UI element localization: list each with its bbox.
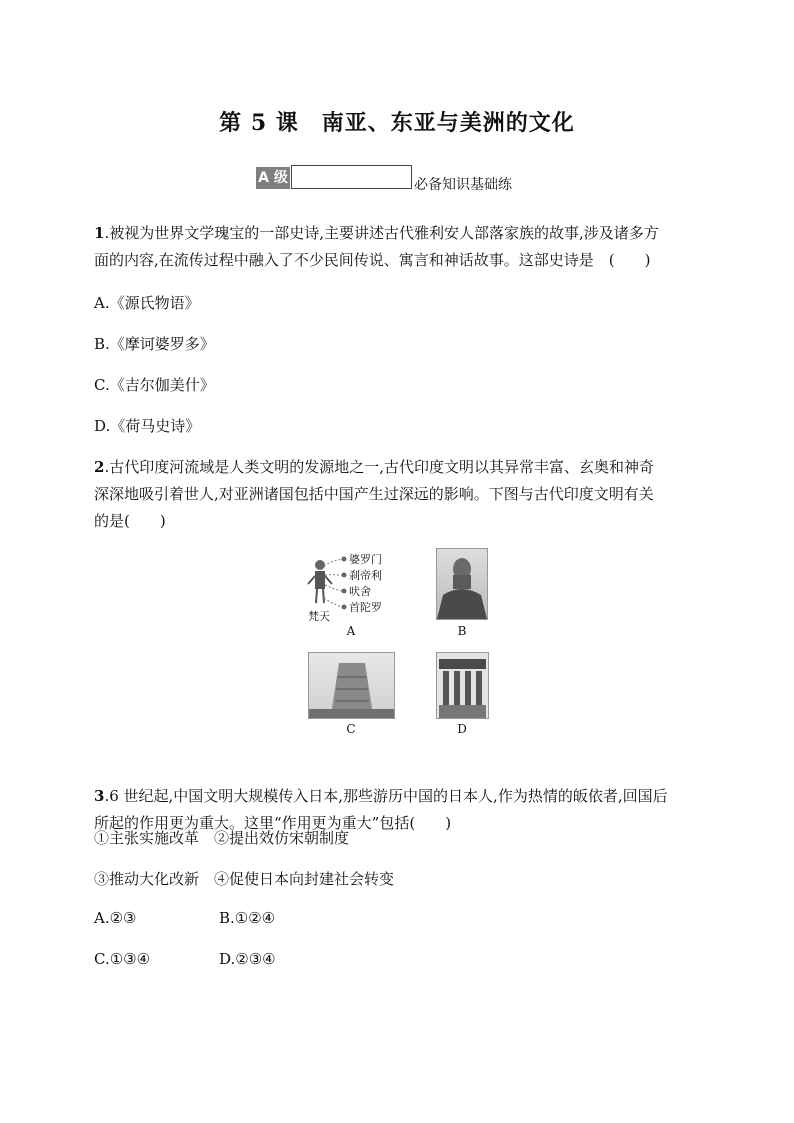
q3-statements-line2: ③推动大化改新 ④促使日本向封建社会转变 xyxy=(94,870,395,888)
figure-c-tower-image xyxy=(308,652,395,719)
caste-label: 婆罗门 xyxy=(349,553,382,566)
level-label: 必备知识基础练 xyxy=(414,177,512,193)
q1-option-a: A.《源氏物语》 xyxy=(94,294,200,312)
caste-label: 刹帝利 xyxy=(349,569,382,582)
caste-label: 首陀罗 xyxy=(349,601,382,614)
q1-option-b: B.《摩诃婆罗多》 xyxy=(94,335,215,353)
q3-option-a: A.②③ xyxy=(94,909,137,927)
question-3-stem: 3.6 世纪起,中国文明大规模传入日本,那些游历中国的日本人,作为热情的皈依者,回国后 所起的作用更为重大。这里“作用更为重大”包括( ) xyxy=(94,787,668,832)
question-number: 2 xyxy=(94,458,105,476)
figure-c-caption: C xyxy=(346,722,356,736)
level-badge: A 级 xyxy=(256,167,290,189)
question-2-stem: 2.古代印度河流域是人类文明的发源地之一,古代印度文明以其异常丰富、玄奥和神奇 深深地吸引着世人,对亚洲诸国包括中国产生过深远的影响。下图与古代印度文明有关 的是( ) xyxy=(94,458,654,530)
page-title: 第 5 课 南亚、东亚与美洲的文化 xyxy=(219,110,575,136)
q3-statements-line1: ①主张实施改革 ②提出效仿宋朝制度 xyxy=(94,829,350,847)
figure-d-temple-image xyxy=(436,652,489,719)
figure-d-caption: D xyxy=(457,722,467,736)
level-blank-box xyxy=(291,165,412,189)
figure-a-caption: A xyxy=(346,624,356,638)
q3-option-c: C.①③④ xyxy=(94,950,151,968)
deity-label: 梵天 xyxy=(308,610,330,623)
tower-icon xyxy=(309,653,394,718)
sphinx-icon xyxy=(437,549,487,619)
caste-label: 吠舍 xyxy=(349,585,371,598)
caryatid-columns-icon xyxy=(437,653,488,718)
question-number: 3 xyxy=(94,787,105,805)
q1-option-c: C.《吉尔伽美什》 xyxy=(94,376,215,394)
q1-option-d: D.《荷马史诗》 xyxy=(94,417,201,435)
figure-b-sphinx-image xyxy=(436,548,488,620)
figure-b-caption: B xyxy=(457,624,467,638)
question-number: 1 xyxy=(94,224,105,242)
q3-option-b: B.①②④ xyxy=(219,909,276,927)
figure-a-caste-diagram xyxy=(306,548,404,622)
question-1-stem: 1.被视为世界文学瑰宝的一部史诗,主要讲述古代雅利安人部落家族的故事,涉及诸多方 面的内容,在流传过程中融入了不少民间传说、寓言和神话故事。这部史诗是 ( ) xyxy=(94,224,659,269)
q3-option-d: D.②③④ xyxy=(219,950,276,968)
